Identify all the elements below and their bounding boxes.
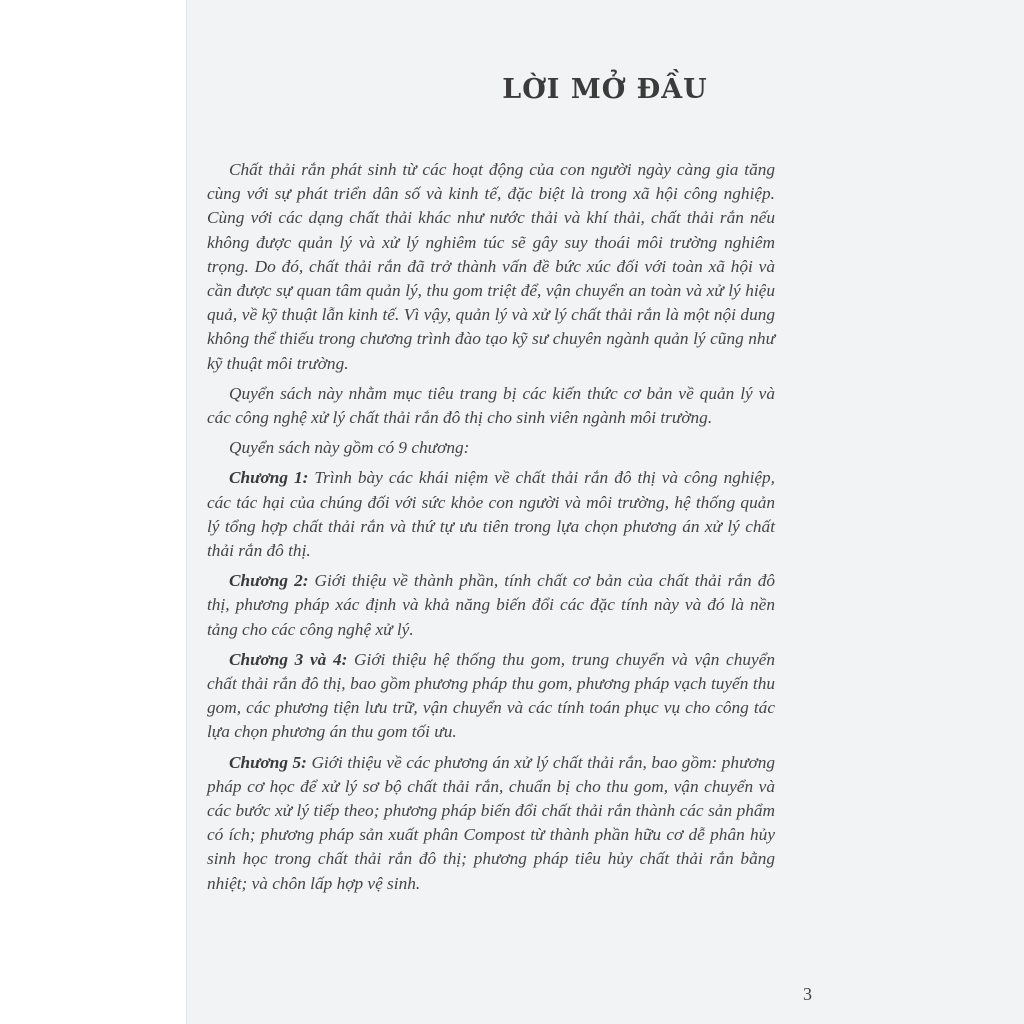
chapter-2-label: Chương 2: [229, 571, 309, 591]
chapter-1-label: Chương 1: [229, 468, 309, 488]
preface-body [207, 158, 775, 896]
page-title: LỜI MỞ ĐẦU [502, 74, 708, 105]
chapter-3-4-paragraph [207, 648, 775, 745]
paragraph-purpose: Quyển sách này nhằm mục tiêu trang bị các kiến thức cơ bản về quản lý và các công nghệ xử lý chất thải rắn đô thị cho sinh viên ngành môi trường. [207, 383, 775, 428]
chapter-5-label: Chương 5: [229, 752, 307, 772]
chapter-3-4-label: Chương 3 và 4: [229, 649, 348, 669]
chapter-2-text: Giới thiệu về thành phần, tính chất cơ bản của chất thải rắn đô thị, phương pháp xác định và khả năng biến đổi các đặc tính này và đó là nền tảng cho các công nghệ xử lý. [207, 571, 775, 639]
book-page [186, 0, 1024, 1024]
chapter-5-text: Giới thiệu về các phương án xử lý chất thải rắn, bao gồm: phương pháp cơ học để xử lý sơ bộ chất thải rắn, chuẩn bị cho thu gom, vận chuyển và các bước xử lý tiếp theo; phương pháp biến đổi chất thải rắn thành các sản phẩm có ích; phương pháp sản xuất phân Compost từ thành phần hữu cơ dễ phân hủy sinh học trong chất thải rắn đô thị; phương pháp tiêu hủy chất thải rắn bằng nhiệt; và chôn lấp hợp vệ sinh. [207, 752, 776, 893]
chapter-5-paragraph [207, 751, 775, 896]
chapter-2-paragraph [207, 569, 775, 642]
paragraph-intro: Chất thải rắn phát sinh từ các hoạt động của con người ngày càng gia tăng cùng với sự phát triển dân số và kinh tế, đặc biệt là trong xã hội công nghiệp. Cùng với các dạng chất thải khác như nước thải và khí thải, chất thải rắn nếu không được quản lý và xử lý nghiêm túc sẽ gây suy thoái môi trường nghiêm trọng. Do đó, chất thải rắn đã trở thành vấn đề bức xúc đối với toàn xã hội và cần được sự quan tâm quản lý, thu gom triệt để, vận chuyển an toàn và xử lý hiệu quả, về kỹ thuật lẫn kinh tế. Vì vậy, quản lý và xử lý chất thải rắn là một nội dung không thể thiếu trong chương trình đào tạo kỹ sư chuyên ngành quản lý cũng như kỹ thuật môi trường. [207, 160, 775, 373]
chapter-3-4-text: Giới thiệu hệ thống thu gom, trung chuyển và vận chuyển chất thải rắn đô thị, bao gồm phương pháp thu gom, phương pháp vạch tuyến thu gom, các phương tiện lưu trữ, vận chuyển và các tính toán phục vụ cho công tác lựa chọn phương án thu gom tối ưu. [207, 649, 775, 742]
chapter-1-text: Trình bày các khái niệm về chất thải rắn đô thị và công nghiệp, các tác hại của chúng đối với sức khỏe con người và môi trường, hệ thống quản lý tổng hợp chất thải rắn và thứ tự ưu tiên trong lựa chọn phương án xử lý chất thải rắn đô thị. [207, 468, 775, 561]
chapter-1-paragraph [207, 466, 775, 563]
page-number: 3 [803, 984, 812, 1004]
paragraph-chapter-count: Quyển sách này gồm có 9 chương: [229, 438, 470, 458]
